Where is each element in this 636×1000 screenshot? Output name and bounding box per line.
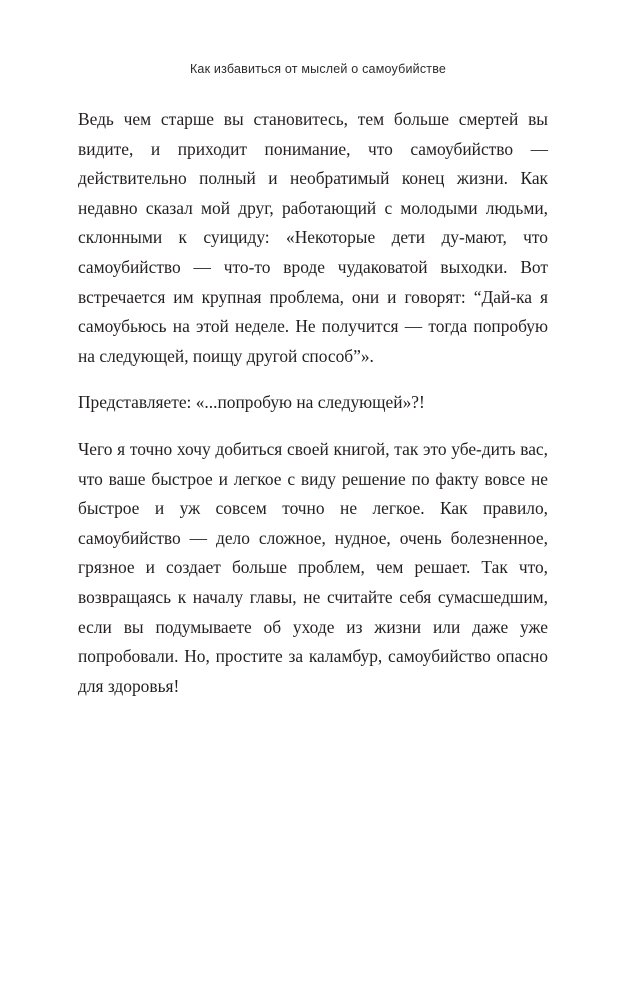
paragraph: Чего я точно хочу добиться своей книгой, так это убе-дить вас, что ваше быстрое и легкое с виду решение по факту вовсе не быстрое и уж совсем точно не легкое. Как правило, самоубийство — дело сложное, нудное, очень болезненное, грязное и создает больше проблем, чем решает. Так что, возвращаясь к началу главы, не считайте себя сумасшедшим, если вы подумываете об уходе из жизни или даже уже попробовали. Но, простите за каламбур, самоубийство опасно для здоровья!: [78, 438, 548, 696]
paragraph: Представляете: «...попробую на следующей»?!: [78, 392, 425, 413]
running-head: Как избавиться от мыслей о самоубийстве: [189, 62, 447, 76]
paragraph: Ведь чем старше вы становитесь, тем больше смертей вы видите, и приходит понимание, что самоубийство — действительно полный и необратимый конец жизни. Как недавно сказал мой друг, работающий с молодыми людьми, склонными к суициду: «Некоторые дети ду-мают, что самоубийство — что-то вроде чудаковатой выходки. Вот встречается им крупная проблема, они и говорят: “Дай-ка я самоубьюсь на этой неделе. Не получится — тогда попробую на следующей, поищу другой способ”».: [78, 109, 548, 366]
body-text: [78, 105, 548, 701]
